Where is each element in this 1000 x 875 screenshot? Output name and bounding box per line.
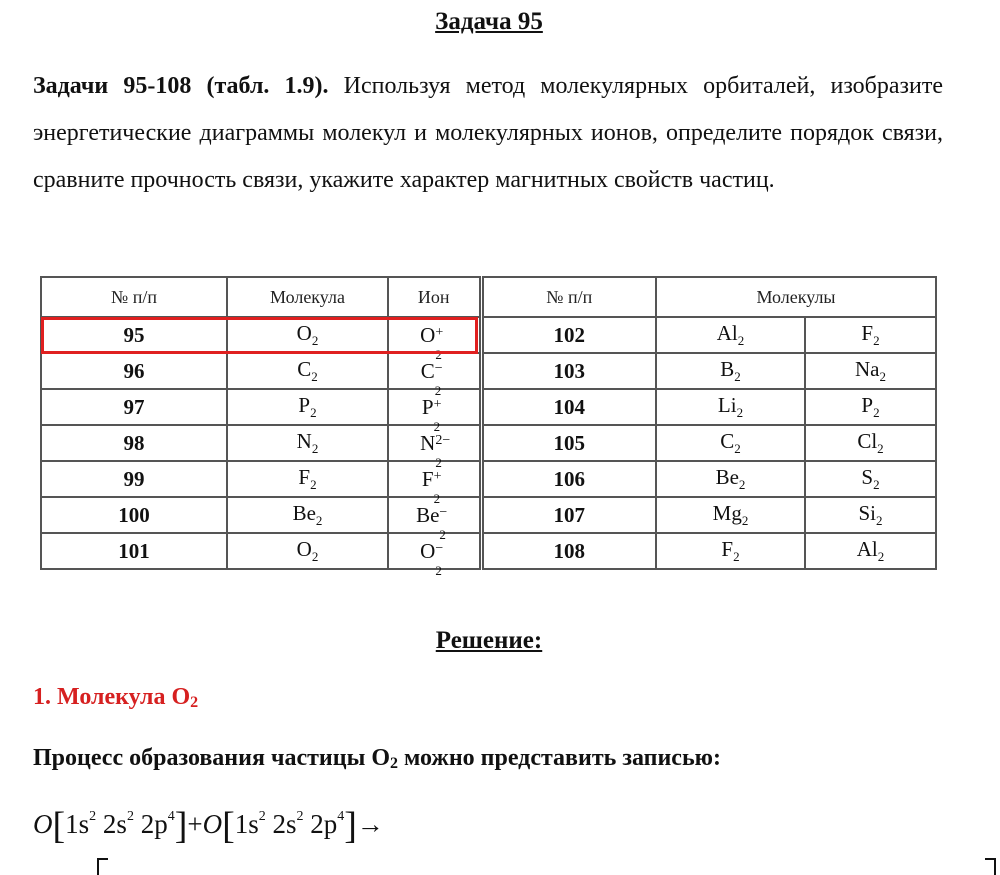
process-text-tail: можно представить записью: [398,745,721,771]
molecule-b-cell [805,389,936,425]
molecule-a-cell-symbol: Be [715,465,739,489]
variant-number: 97 [41,389,227,425]
header-molecule: Молекула [227,277,388,317]
ion-cell-subscript: 2 [435,346,442,362]
molecule-a-cell-subscript: 2 [733,549,740,564]
molecule-cell [227,425,388,461]
molecule-cell [227,497,388,533]
ion-cell-symbol: O [420,538,436,563]
ion-cell-subscript: 2 [439,526,446,542]
ion-cell-subscript: 2 [433,490,441,506]
eq-arrow: → [356,809,384,839]
highlight-box [41,317,478,354]
ion-cell-symbol: P [421,394,434,419]
ion-cell-symbol: N [420,430,436,455]
eq-c1-sup: 2 [89,809,97,824]
molecule-a-cell [656,533,805,569]
molecule-cell-symbol: P [298,393,311,417]
variant-number: 95 [41,317,227,353]
molecule-cell [227,353,388,389]
eq-c2-sup: 2 [126,809,134,824]
solution-heading: Решение: [435,627,543,654]
molecule-b-cell [805,317,936,353]
molecule-a-cell [656,497,805,533]
variant-number: 102 [481,317,656,353]
molecule-b-cell [805,497,936,533]
eq-bracket-open-2: [ [222,805,235,847]
variant-number: 107 [481,497,656,533]
process-text [33,745,721,773]
eq-c5-sup: 2 [296,809,304,824]
variant-number: 100 [41,497,227,533]
eq-c1: 1s [65,809,90,839]
ion-cell-symbol: O [420,322,436,347]
variant-number: 104 [481,389,656,425]
molecule-a-cell [656,389,805,425]
ion-cell-subscript: 2 [435,454,442,470]
molecule-a-cell-subscript: 2 [734,441,741,456]
molecule-b-cell-subscript: 2 [877,441,884,456]
ion-cell-subscript: 2 [433,418,441,434]
eq-plus: + [187,809,203,839]
header-molecules: Молекулы [656,277,936,317]
molecule-b-cell-subscript: 2 [877,549,885,564]
molecule-b-cell-symbol: Cl [857,429,878,453]
variant-number: 105 [481,425,656,461]
section-heading-text: 1. Молекула O [33,684,191,710]
table-row [41,461,936,497]
eq-c3-sup: 4 [167,809,175,824]
table-header-row [41,277,936,317]
molecule-cell-subscript: 2 [311,333,319,348]
molecule-b-cell [805,353,936,389]
molecule-a-cell [656,353,805,389]
ion-cell-charge: − [434,360,443,376]
eq-c6: 2p [310,809,338,839]
molecule-b-cell-symbol: Al [856,537,878,561]
ion-cell-charge: + [435,324,444,340]
molecule-cell-symbol: C [297,357,312,381]
equation-line [33,804,384,848]
molecule-cell [227,389,388,425]
molecule-a-cell-symbol: C [720,429,735,453]
ion-cell-symbol: Be [416,502,440,527]
ion-cell [388,533,481,578]
process-text-sub: 2 [390,755,398,772]
section-heading [33,684,198,712]
molecule-cell-subscript: 2 [311,369,318,384]
ion-cell-charge: − [435,540,444,556]
table-row [41,353,936,389]
variant-number: 98 [41,425,227,461]
molecule-cell [227,533,388,569]
table-row [41,389,936,425]
molecule-b-cell-symbol: P [861,393,874,417]
molecule-a-cell-subscript: 2 [738,477,746,492]
molecule-b-cell-symbol: Na [855,357,880,381]
molecule-a-cell-subscript: 2 [737,333,745,348]
task-statement [33,63,943,204]
molecule-a-cell-symbol: Mg [712,501,742,525]
molecule-a-cell-symbol: Al [716,321,738,345]
variant-number: 106 [481,461,656,497]
eq-c6-sup: 4 [337,809,345,824]
molecule-cell-subscript: 2 [310,477,317,492]
molecule-b-cell-symbol: F [861,321,874,345]
molecule-cell-subscript: 2 [315,513,323,528]
eq-bracket-open-1: [ [52,805,66,847]
ion-cell-charge: 2− [435,432,451,448]
eq-atom-2: O [202,809,223,839]
molecule-b-cell-subscript: 2 [873,477,880,492]
eq-bracket-close-1: ] [174,805,188,847]
molecule-b-cell-symbol: Si [858,501,876,525]
process-text-main: Процесс образования частицы O [33,745,390,771]
ion-cell-subscript: 2 [434,382,442,398]
eq-c5: 2s [272,809,297,839]
ion-cell-charge: + [433,396,442,412]
molecule-cell-symbol: N [296,429,312,453]
molecule-b-cell-subscript: 2 [873,405,880,420]
page-title: Задача 95 [435,8,543,35]
molecule-cell [227,461,388,497]
molecule-a-cell [656,461,805,497]
ion-cell-symbol: F [421,466,434,491]
molecule-cell-symbol: F [298,465,311,489]
table-row [41,533,936,569]
section-heading-sub: 2 [190,694,199,711]
eq-c4-sup: 2 [258,809,266,824]
table-row [41,497,936,533]
molecule-cell-subscript: 2 [311,549,319,564]
equation-continuation-cut [80,852,1000,875]
ion-cell-charge: + [433,468,442,484]
variant-number: 101 [41,533,227,569]
molecule-cell-subscript: 2 [311,441,319,456]
molecule-a-cell-subscript: 2 [741,513,749,528]
variant-number: 99 [41,461,227,497]
ion-cell-subscript: 2 [435,562,442,578]
task-bold-part: Задачи 95-108 (табл. 1.9). [33,73,329,99]
molecule-a-cell [656,317,805,353]
molecule-a-cell [656,425,805,461]
header-num-left: № п/п [41,277,227,317]
molecule-b-cell-symbol: S [861,465,874,489]
eq-bracket-close-2: ] [344,805,357,847]
molecule-b-cell-subscript: 2 [879,369,886,384]
molecule-b-cell [805,425,936,461]
eq-atom-1: O [33,809,53,839]
molecule-a-cell-symbol: F [721,537,734,561]
ion-cell-symbol: C [420,358,435,383]
variant-number: 103 [481,353,656,389]
ion-cell-charge: − [439,504,448,520]
eq-c2: 2s [102,809,127,839]
molecule-b-cell [805,533,936,569]
molecule-a-cell-symbol: Li [717,393,737,417]
molecule-a-cell-symbol: B [720,357,735,381]
header-ion: Ион [388,277,481,317]
header-num-right: № п/п [481,277,656,317]
cut-formula-line [80,855,1000,875]
eq-c4: 1s [234,809,259,839]
molecule-cell-symbol: O [296,537,312,561]
molecule-a-cell-subscript: 2 [736,405,744,420]
molecule-b-cell-subscript: 2 [876,513,883,528]
variant-number: 108 [481,533,656,569]
molecule-a-cell-subscript: 2 [734,369,741,384]
molecule-b-cell [805,461,936,497]
eq-c3: 2p [140,809,168,839]
molecule-cell-subscript: 2 [310,405,317,420]
task-text: Используя метод молекулярных орбиталей, изобразите энергетические диаграммы молекул и молекулярных ионов, определите порядок связи, сравните прочность связи, укажите характер магнитных свойств частиц. [33,73,943,193]
molecule-b-cell-subscript: 2 [873,333,880,348]
table-row [41,425,936,461]
molecule-cell-symbol: Be [292,501,316,525]
variant-number: 96 [41,353,227,389]
molecule-cell-symbol: O [296,321,312,345]
